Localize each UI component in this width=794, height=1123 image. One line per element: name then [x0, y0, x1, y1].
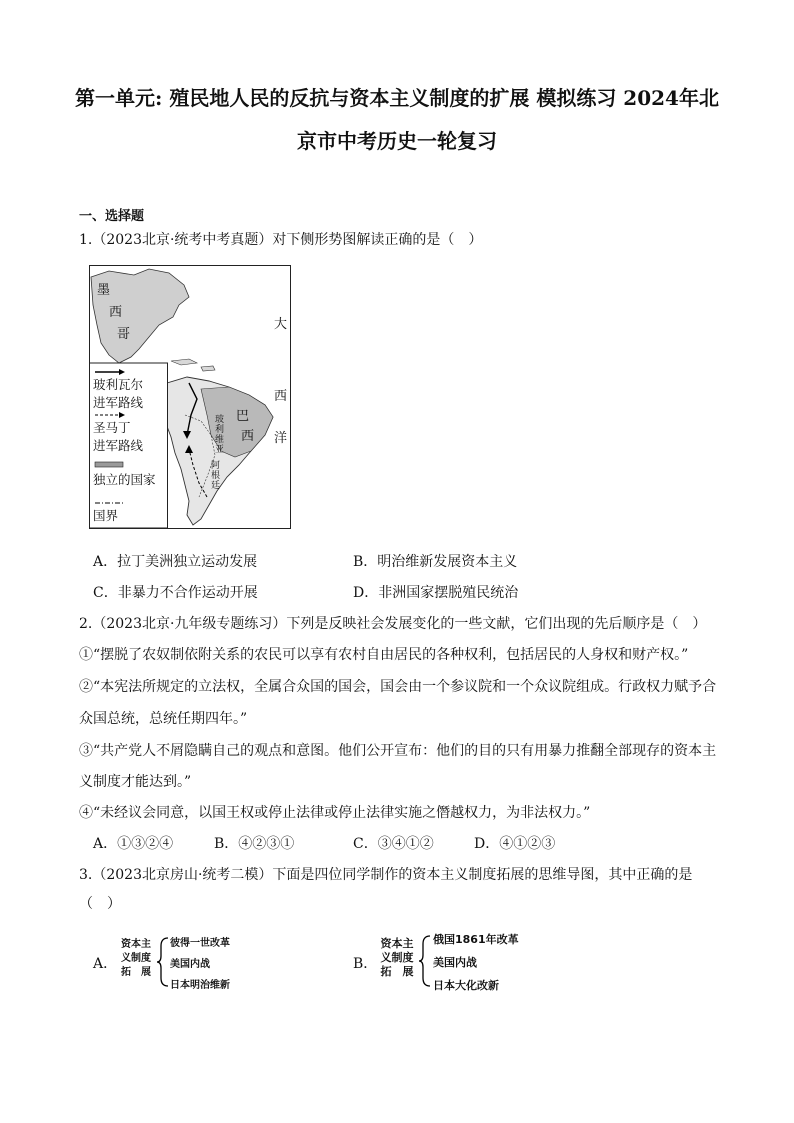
legend-san-martin — [93, 419, 143, 455]
q3-option-b-label[interactable]: B． — [353, 956, 378, 972]
map-label-da: 大 — [274, 317, 288, 332]
mindmap-b-item-3: 日本大化改新 — [433, 979, 499, 992]
map-label-bolivia: 玻利维亚 — [215, 415, 225, 455]
q2-document-2-cont: 众国总统，总统任期四年。” — [79, 711, 248, 727]
q1-option-a[interactable]: A．拉丁美洲独立运动发展 — [93, 554, 258, 570]
q1-option-d[interactable]: D．非洲国家摆脱殖民统治 — [353, 585, 519, 601]
map-label-ba: 巴 — [236, 409, 250, 424]
page-title-line1: 第一单元: 殖民地人民的反抗与资本主义制度的扩展 模拟练习 2024年北 — [75, 86, 719, 110]
q2-option-c[interactable]: C．③④①② — [353, 836, 434, 852]
q1-option-c[interactable]: C．非暴力不合作运动开展 — [93, 585, 258, 601]
legend-bolivar-line2: 进军路线 — [93, 395, 144, 410]
q2-option-a[interactable]: A．①③②④ — [93, 836, 174, 852]
mindmap-a-root-line1: 资本主 — [121, 939, 151, 950]
legend-border: 国界 — [93, 508, 119, 523]
map-label-xi-ocean: 西 — [274, 389, 288, 404]
q3-mindmap-a[interactable] — [118, 932, 258, 992]
mindmap-a-brace-icon — [156, 936, 170, 988]
mindmap-a-root-line3: 拓 展 — [121, 967, 151, 978]
map-label-yang: 洋 — [274, 431, 288, 446]
map-label-xi: 西 — [109, 305, 123, 320]
legend-bolivar — [93, 376, 143, 412]
mindmap-b-root-line2: 义制度 — [380, 951, 414, 964]
mindmap-b-root-line1: 资本主 — [380, 937, 414, 950]
q2-document-1: ①“摆脱了农奴制依附关系的农民可以享有农村自由居民的各种权利，包括居民的人身权和财产权。” — [79, 647, 689, 663]
mindmap-b-item-2: 美国内战 — [433, 956, 477, 969]
q3-option-a-label[interactable]: A． — [93, 956, 118, 972]
section-heading: 一、选择题 — [79, 209, 145, 224]
mindmap-a-item-2: 美国内战 — [170, 959, 210, 970]
page-title — [40, 77, 754, 163]
question-3-stem-cont: （ ） — [79, 896, 121, 912]
legend-san-martin-line2: 进军路线 — [93, 438, 144, 453]
question-3-stem: 3.（2023北京房山·统考二模）下面是四位同学制作的资本主义制度拓展的思维导图，其中正确的是 — [79, 867, 693, 883]
map-label-argentina: 阿根廷 — [211, 461, 221, 491]
legend-san-martin-line1: 圣马丁 — [93, 420, 131, 435]
mindmap-a-root-line2: 义制度 — [121, 953, 151, 964]
q3-mindmap-b[interactable] — [377, 930, 537, 992]
map-label-mo: 墨 — [97, 283, 111, 298]
question-2-stem: 2.（2023北京·九年级专题练习）下列是反映社会发展变化的一些文献，它们出现的先后顺序是（ ） — [79, 616, 707, 632]
legend-independent: 独立的国家 — [93, 472, 156, 487]
mindmap-a-root — [118, 938, 154, 980]
map-label-xi-brazil: 西 — [241, 429, 255, 444]
mindmap-b-root-line3: 拓 展 — [380, 965, 414, 978]
page-title-line2: 京市中考历史一轮复习 — [297, 129, 497, 153]
mindmap-a-item-1: 彼得一世改革 — [170, 938, 230, 949]
q2-document-3: ③“共产党人不屑隐瞒自己的观点和意图。他们公开宣布：他们的目的只有用暴力推翻全部现存的资本主 — [79, 743, 717, 759]
mindmap-b-item-1: 俄国1861年改革 — [433, 933, 519, 946]
q2-document-3-cont: 义制度才能达到。” — [79, 774, 192, 790]
q2-document-4: ④“未经议会同意，以国王权或停止法律或停止法律实施之僭越权力，为非法权力。” — [79, 805, 591, 821]
mindmap-b-brace-icon — [418, 934, 432, 988]
q2-option-b[interactable]: B．④②③① — [214, 836, 295, 852]
q2-option-d[interactable]: D．④①②③ — [474, 836, 556, 852]
q1-option-b[interactable]: B．明治维新发展资本主义 — [353, 554, 518, 570]
mindmap-b-root — [377, 937, 417, 979]
q2-document-2: ②“本宪法所规定的立法权，全属合众国的国会，国会由一个参议院和一个众议院组成。行政权力赋予合 — [79, 679, 717, 695]
latin-america-map — [89, 265, 291, 529]
question-1-stem: 1.（2023北京·统考中考真题）对下侧形势图解读正确的是（ ） — [79, 232, 483, 248]
mindmap-a-item-3: 日本明治维新 — [170, 980, 230, 991]
legend-bolivar-line1: 玻利瓦尔 — [93, 377, 144, 392]
map-label-ge: 哥 — [117, 327, 131, 342]
